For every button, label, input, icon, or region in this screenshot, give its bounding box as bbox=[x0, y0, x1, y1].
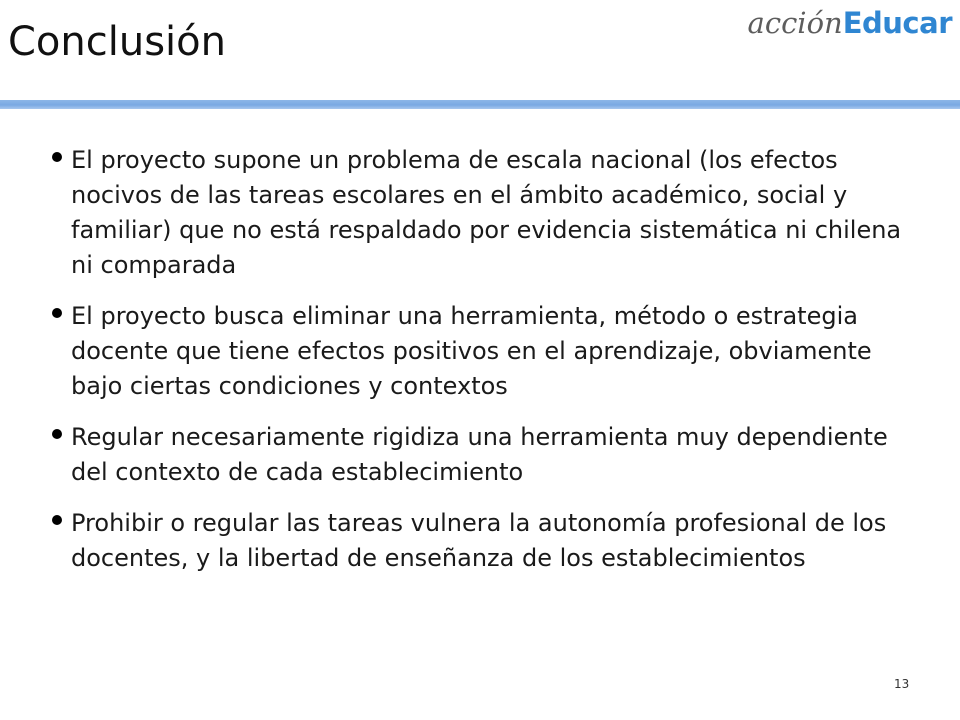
bullet-list bbox=[50, 143, 920, 592]
bullet-text: El proyecto busca eliminar una herramienta, método o estrategia docente que tiene efectos positivos en el aprendizaje, obviamente bajo ciertas condiciones y contextos bbox=[71, 302, 872, 400]
bullet-item bbox=[50, 299, 920, 404]
bullet-text: Regular necesariamente rigidiza una herramienta muy dependiente del contexto de cada establecimiento bbox=[71, 423, 888, 486]
bullet-icon bbox=[52, 152, 62, 162]
bullet-text: Prohibir o regular las tareas vulnera la autonomía profesional de los docentes, y la libertad de enseñanza de los establecimientos bbox=[71, 509, 887, 572]
bullet-item bbox=[50, 143, 920, 283]
accion-educar-logo bbox=[748, 6, 952, 40]
slide-title: Conclusión bbox=[8, 19, 226, 65]
bullet-text: El proyecto supone un problema de escala nacional (los efectos nocivos de las tareas escolares en el ámbito académico, social y familiar) que no está respaldado por evidencia sistemática ni chilena ni comparada bbox=[71, 146, 902, 279]
bullet-icon bbox=[52, 429, 62, 439]
logo-text-educar: Educar bbox=[842, 6, 952, 40]
bullet-item bbox=[50, 506, 920, 576]
page-number: 13 bbox=[894, 677, 910, 691]
bullet-icon bbox=[52, 515, 62, 525]
title-divider bbox=[0, 100, 960, 109]
bullet-icon bbox=[52, 308, 62, 318]
bullet-item bbox=[50, 420, 920, 490]
logo-text-accion: acción bbox=[747, 6, 843, 40]
